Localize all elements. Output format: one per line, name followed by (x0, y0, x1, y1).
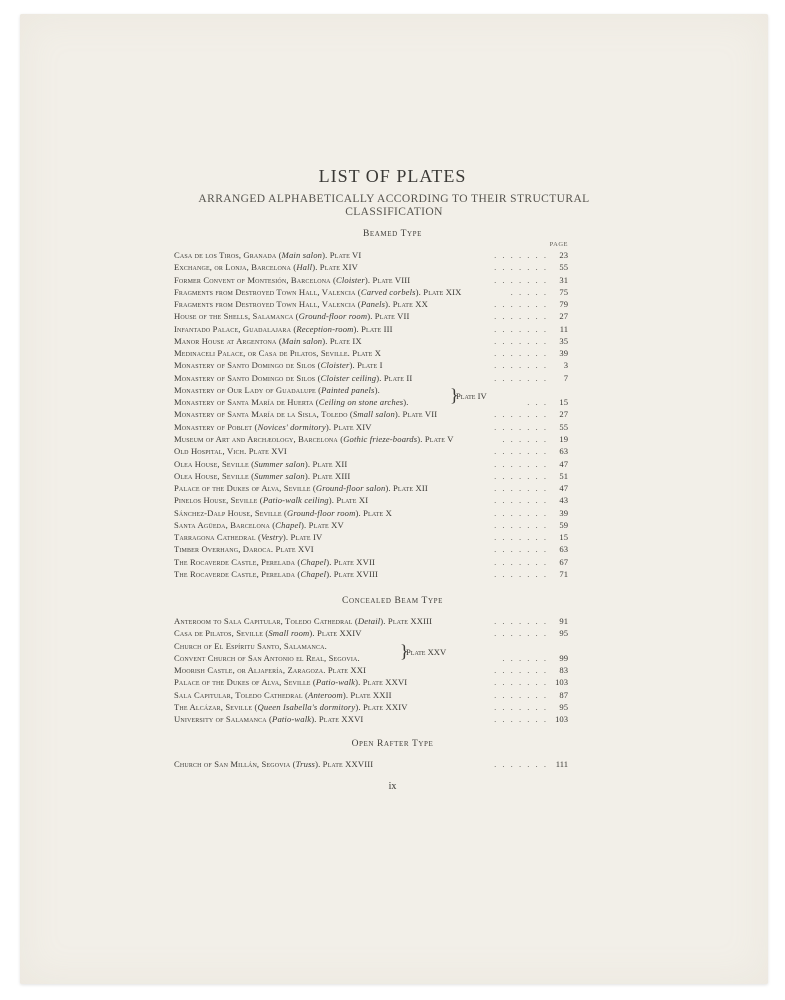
leader-dots: . . . . . . . (494, 348, 548, 359)
entry-title: Old Hospital, Vich. Plate XVI (174, 446, 287, 457)
entry-title: Pinelos House, Seville ( (174, 495, 263, 506)
entry-page-number: 43 (559, 495, 568, 506)
list-item (174, 664, 568, 676)
entry-plate: ). Plate IX (322, 335, 362, 346)
entry-title: Palace of the Dukes of Alva, Seville ( (174, 677, 316, 688)
entry-room: Queen Isabella's dormitory (257, 701, 356, 712)
leader-dots: . . . . . . . (494, 616, 548, 626)
entry-room: Cloister (320, 360, 350, 371)
entry-title: Manor House at Argentona ( (174, 335, 282, 346)
entry-page-number: 27 (559, 311, 568, 322)
plate-entry-text (174, 616, 432, 626)
plate-entry-text (174, 471, 350, 481)
entry-title: Monastery of Santo Domingo de Silos ( (174, 372, 321, 383)
entry-room: Reception-room (296, 323, 354, 334)
entry-page-number: 3 (563, 360, 568, 371)
entry-page-number: 27 (559, 409, 568, 420)
entry-room: Vestry (260, 532, 283, 543)
list-item (174, 676, 568, 688)
leader-dots: . . . . . . . (494, 759, 548, 769)
entry-title: Medinaceli Palace, or Casa de Pilatos, Seville. Plate X (174, 348, 382, 359)
list-item (174, 335, 568, 347)
entry-page-number: 99 (559, 652, 568, 663)
entry-title: The Rocaverde Castle, Perelada ( (174, 568, 301, 579)
entry-page-number: 59 (559, 519, 568, 530)
entry-title: House of the Shells, Salamanca ( (174, 311, 299, 322)
list-item (174, 519, 568, 531)
plate-entry-text (174, 690, 392, 700)
leader-dots: . . . . . . . (494, 372, 548, 383)
entry-room: Chapel (275, 519, 302, 530)
list-item (174, 445, 568, 457)
entry-title: Monastery of Santa María de la Sisla, Toledo ( (174, 409, 353, 420)
entry-title: Monastery of Santa María de Huerta ( (174, 397, 319, 408)
entry-page-number: 95 (559, 701, 568, 712)
entry-plate: ). Plate XXVI (355, 677, 408, 688)
entry-title: Sala Capitular, Toledo Cathedral ( (174, 689, 309, 700)
entry-plate: ). Plate XXII (342, 689, 392, 700)
entry-title: Olea House, Seville ( (174, 470, 255, 481)
plate-entry-text (174, 324, 393, 334)
entry-room: Ceiling on stone arches (318, 397, 404, 408)
leader-dots: . . . . . . . (494, 544, 548, 555)
entry-room: Panels (360, 299, 386, 310)
entry-page-number: 51 (559, 470, 568, 481)
list-item (174, 323, 568, 335)
entry-page-number: 103 (555, 677, 568, 688)
entry-plate: ). Plate XVII (326, 556, 376, 567)
plate-entry-text (174, 641, 327, 651)
list-item (174, 298, 568, 310)
leader-dots: . . . . . . . (494, 446, 548, 457)
entry-room: Patio-walk (315, 677, 356, 688)
entry-page-number: 35 (559, 335, 568, 346)
entry-plate: ). Plate VII (394, 409, 438, 420)
leader-dots: . . . . . . . (494, 299, 548, 310)
list-item (174, 543, 568, 555)
entry-page-number: 7 (563, 372, 568, 383)
entry-plate: ). Plate XXIV (355, 701, 408, 712)
list-item (174, 470, 568, 482)
plate-entry-text (174, 628, 362, 638)
entry-plate: ). Plate VIII (364, 274, 411, 285)
plate-entry-text (174, 569, 378, 579)
entry-title: Timber Overhang, Daroca. Plate XVI (174, 544, 314, 555)
entry-page-number: 91 (559, 616, 568, 626)
entry-plate: ). Plate I (349, 360, 383, 371)
list-item (174, 347, 568, 359)
entry-plate: ). Plate XXIV (309, 628, 362, 639)
entry-title: Olea House, Seville ( (174, 458, 255, 469)
entry-room: Patio-walk (272, 714, 312, 725)
entry-title: Monastery of Santo Domingo de Silos ( (174, 360, 321, 371)
plate-entry-text (174, 483, 428, 493)
entry-page-number: 19 (559, 433, 568, 444)
entry-title: University of Salamanca ( (174, 714, 273, 725)
entry-title: Moorish Castle, or Aljafería, Zaragoza. Plate XXI (174, 665, 367, 676)
list-item (174, 421, 568, 433)
entry-page-number: 39 (559, 507, 568, 518)
leader-dots: . . . . . . . (494, 519, 548, 530)
leader-dots: . . . . . . . (494, 250, 548, 260)
plate-entry-text (174, 409, 437, 419)
entry-room: Small room (268, 628, 310, 639)
entry-title: Anteroom to Sala Capitular, Toledo Cathedral ( (174, 616, 358, 626)
list-item (174, 372, 568, 384)
open-rafter-list (174, 758, 568, 770)
entry-title: Fragments from Destroyed Town Hall, Valencia ( (174, 286, 361, 297)
entry-title: Monastery of Poblet ( (174, 421, 258, 432)
leader-dots: . . . . . . . (494, 495, 548, 506)
entry-room: Carved corbels (360, 286, 416, 297)
plate-entry-text (174, 275, 410, 285)
entry-plate: ). Plate XII (385, 483, 428, 494)
entry-page-number: 55 (559, 262, 568, 273)
entry-plate: ). Plate IV (282, 532, 323, 543)
entry-page-number: 95 (559, 628, 568, 639)
entry-title: Palace of the Dukes of Alva, Seville ( (174, 483, 316, 494)
entry-page-number: 67 (559, 556, 568, 567)
entry-plate: ). (374, 384, 380, 395)
entry-plate: ). Plate III (353, 323, 393, 334)
plate-entry-text (174, 532, 322, 542)
entry-plate: ). Plate XI (328, 495, 369, 506)
entry-page-number: 39 (559, 348, 568, 359)
entry-page-number: 47 (559, 458, 568, 469)
leader-dots: . . . . . . . (494, 677, 548, 688)
entry-title: Convent Church of San Antonio el Real, Segovia. (174, 652, 360, 663)
list-item (174, 758, 568, 770)
leader-dots: . . . . . . . (494, 507, 548, 518)
entry-title: Church of El Espíritu Santo, Salamanca. (174, 640, 327, 651)
leader-dots: . . . . . . . (494, 458, 548, 469)
plate-entry-text (174, 397, 409, 407)
list-item (174, 286, 568, 298)
plate-entry-text (174, 544, 314, 554)
list-item (174, 556, 568, 568)
entry-title: The Rocaverde Castle, Perelada ( (174, 556, 301, 567)
leader-dots: . . . . . . . (494, 274, 548, 285)
entry-room: Summer salon (254, 458, 305, 469)
entry-plate: ). Plate II (376, 372, 413, 383)
entry-plate: ). Plate VI (322, 250, 362, 260)
entry-room: Gothic frieze-boards (343, 433, 418, 444)
entry-title: Monastery of Our Lady of Guadalupe ( (174, 384, 322, 395)
list-item (174, 531, 568, 543)
entry-page-number: 63 (559, 446, 568, 457)
plate-entry-text (174, 508, 392, 518)
entry-plate: ). Plate VII (367, 311, 410, 322)
entry-title: Casa de Pilatos, Seville ( (174, 628, 269, 639)
entry-title: The Alcázar, Seville ( (174, 701, 258, 712)
leader-dots: . . . . . . . (494, 701, 548, 712)
plate-entry-text (174, 677, 407, 687)
leader-dots: . . . . . . . (494, 262, 548, 273)
leader-dots: . . . . . . . (494, 628, 548, 639)
entry-title: Exchange, or Lonja, Barcelona ( (174, 262, 297, 273)
brace-icon: } (450, 385, 459, 406)
entry-plate: ). Plate XXVIII (315, 759, 374, 769)
leader-dots: . . . . . . . (494, 483, 548, 494)
plate-entry-text (174, 702, 408, 712)
section-heading-open-rafter: Open Rafter Type (351, 739, 434, 749)
list-item (174, 359, 568, 371)
plate-entry-text (174, 336, 362, 346)
leader-dots: . . . . . (510, 286, 548, 297)
entry-room: Chapel (300, 556, 327, 567)
list-item (174, 701, 568, 713)
list-item (174, 615, 568, 627)
plate-entry-text (174, 653, 360, 663)
entry-room: Hall (296, 262, 313, 273)
list-item (174, 274, 568, 286)
entry-title: Sánchez-Dalp House, Seville ( (174, 507, 287, 518)
entry-plate: ). Plate XV (301, 519, 344, 530)
entry-room: Ground-floor room (298, 311, 368, 322)
plate-entry-text (174, 714, 363, 724)
entry-room: Ground-floor room (286, 507, 356, 518)
entry-page-number: 103 (555, 714, 568, 725)
list-item (174, 640, 568, 652)
list-item (174, 384, 568, 396)
plate-entry-text (174, 385, 380, 395)
leader-dots: . . . . . . . (494, 335, 548, 346)
plate-entry-text (174, 360, 383, 370)
entry-room: Ground-floor salon (315, 483, 386, 494)
entry-page-number: 47 (559, 483, 568, 494)
entry-title: Fragments from Destroyed Town Hall, Valencia ( (174, 299, 361, 310)
entry-room: Main salon (281, 250, 323, 260)
leader-dots: . . . . . . . (494, 360, 548, 371)
entry-plate: ). Plate V (417, 433, 454, 444)
leader-dots: . . . . . . . (494, 323, 548, 334)
plate-entry-text (174, 459, 347, 469)
concealed-beam-list (174, 615, 568, 725)
entry-title: Church of San Millán, Segovia ( (174, 759, 296, 769)
leader-dots: . . . . . . (502, 652, 548, 663)
leader-dots: . . . . . . . (494, 409, 548, 420)
entry-room: Anteroom (308, 689, 343, 700)
leader-dots: . . . . . . (502, 433, 548, 444)
entry-plate: ). Plate XIV (325, 421, 372, 432)
entry-room: Cloister (335, 274, 365, 285)
entry-page-number: 11 (559, 323, 568, 334)
entry-page-number: 79 (559, 299, 568, 310)
entry-page-number: 15 (559, 532, 568, 543)
plate-entry-text (174, 373, 412, 383)
entry-page-number: 111 (555, 759, 568, 769)
entry-plate: ). Plate X (355, 507, 392, 518)
entry-plate: ). Plate XII (304, 458, 348, 469)
list-item (174, 494, 568, 506)
plate-entry-text (174, 434, 454, 444)
brace-plate-label: Plate IV (456, 391, 487, 402)
plate-entry-text (174, 299, 428, 309)
entry-room: Cloister ceiling (320, 372, 377, 383)
page-column-header: PAGE (549, 241, 568, 248)
leader-dots: . . . . . . . (494, 470, 548, 481)
plate-entry-text (174, 495, 368, 505)
leader-dots: . . . . . . . (494, 311, 548, 322)
plate-entry-text (174, 665, 366, 675)
list-item (174, 261, 568, 273)
leader-dots: . . . . . . . (494, 689, 548, 700)
plate-entry-text (174, 422, 372, 432)
leader-dots: . . . . . . . (494, 665, 548, 676)
list-item (174, 627, 568, 639)
page-number: ix (388, 781, 397, 792)
entry-room: Painted panels (321, 384, 375, 395)
entry-room: Truss (295, 759, 316, 769)
plate-entry-text (174, 287, 462, 297)
plate-entry-text (174, 262, 358, 272)
entry-room: Novices' dormitory (257, 421, 326, 432)
list-item (174, 689, 568, 701)
leader-dots: . . . . . . . (494, 568, 548, 579)
entry-room: Summer salon (254, 470, 305, 481)
leader-dots: . . . (527, 397, 548, 408)
plate-entry-text (174, 348, 381, 358)
list-item (174, 408, 568, 420)
entry-page-number: 23 (559, 250, 568, 260)
entry-title: Santa Agüeda, Barcelona ( (174, 519, 276, 530)
entry-room: Chapel (300, 568, 327, 579)
entry-plate: ). Plate XXVI (311, 714, 364, 725)
entry-plate: ). Plate XXIII (380, 616, 433, 626)
entry-title: Infantado Palace, Guadalajara ( (174, 323, 297, 334)
entry-title: Tarragona Cathedral ( (174, 532, 261, 543)
entry-room: Detail (357, 616, 381, 626)
entry-page-number: 75 (559, 286, 568, 297)
entry-page-number: 87 (559, 689, 568, 700)
plate-entry-text (174, 311, 410, 321)
entry-room: Patio-walk ceiling (262, 495, 329, 506)
entry-plate: ). Plate XIX (415, 286, 462, 297)
list-item (174, 249, 568, 261)
section-heading-concealed: Concealed Beam Type (342, 596, 443, 606)
plate-entry-text (174, 759, 373, 769)
plate-entry-text (174, 250, 361, 260)
entry-plate: ). Plate XIV (312, 262, 359, 273)
beamed-type-list (174, 249, 568, 580)
entry-title: Casa de los Tiros, Granada ( (174, 250, 282, 260)
list-item (174, 507, 568, 519)
entry-title: Museum of Art and Archæology, Barcelona ( (174, 433, 344, 444)
entry-plate: ). (403, 397, 409, 408)
leader-dots: . . . . . . . (494, 421, 548, 432)
entry-page-number: 83 (559, 665, 568, 676)
list-item (174, 458, 568, 470)
list-item (174, 713, 568, 725)
entry-page-number: 63 (559, 544, 568, 555)
leader-dots: . . . . . . . (494, 532, 548, 543)
entry-page-number: 55 (559, 421, 568, 432)
entry-page-number: 31 (559, 274, 568, 285)
entry-plate: ). Plate XX (385, 299, 428, 310)
list-item (174, 433, 568, 445)
entry-room: Small salon (352, 409, 395, 420)
section-heading-beamed: Beamed Type (362, 229, 423, 239)
plate-entry-text (174, 446, 287, 456)
entry-page-number: 15 (559, 397, 568, 408)
leader-dots: . . . . . . . (494, 714, 548, 725)
leader-dots: . . . . . . . (494, 556, 548, 567)
page-title: LIST OF PLATES (318, 166, 467, 186)
brace-plate-label: Plate XXV (406, 646, 447, 657)
list-item (174, 568, 568, 580)
entry-page-number: 71 (559, 568, 568, 579)
entry-plate: ). Plate XIII (304, 470, 351, 481)
entry-room: Main salon (281, 335, 323, 346)
brace-icon: } (400, 640, 409, 661)
entry-title: Former Convent of Montesión, Barcelona ( (174, 274, 336, 285)
plate-entry-text (174, 557, 375, 567)
plate-entry-text (174, 520, 344, 530)
list-item (174, 482, 568, 494)
list-item (174, 310, 568, 322)
entry-plate: ). Plate XVIII (326, 568, 379, 579)
page-subtitle: ARRANGED ALPHABETICALLY ACCORDING TO THEIR STRUCTURAL CLASSIFICATION (198, 193, 590, 218)
